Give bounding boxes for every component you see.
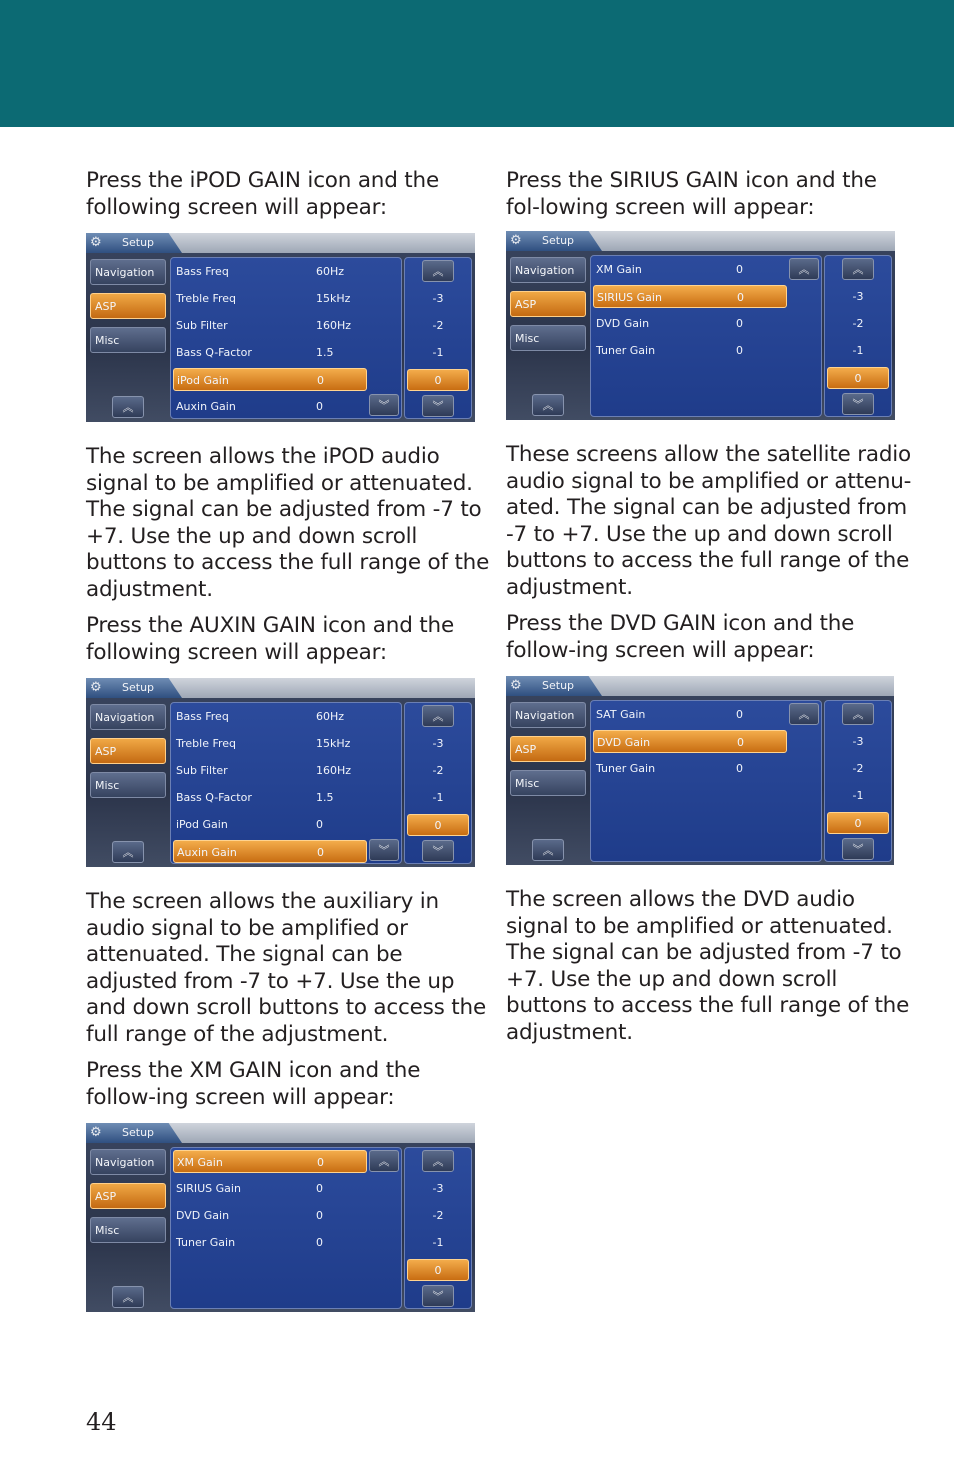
chevron-up-icon: ︽ [798,708,810,721]
menu-navigation-button[interactable]: Navigation [90,259,166,285]
settings-list [170,257,402,419]
list-item[interactable]: Bass Q-Factor 1.5 [176,346,334,359]
value-panel [404,1147,472,1309]
value-scroll-up-button[interactable] [422,260,454,282]
page-number: 44 [86,1408,117,1436]
value-item[interactable]: -2 [432,319,444,332]
chevron-down-icon: ︾ [378,399,390,412]
list-scroll-up-button[interactable] [789,703,819,725]
list-item-selected[interactable]: XM Gain 0 [173,1150,367,1173]
list-item[interactable]: SAT Gain 0 [596,708,743,721]
paragraph: These screens allow the satellite radio audio signal to be amplified or attenu-ated. The signal can be adjusted from -7 to +7. Use the up and down scroll buttons to access the full range of the adjustment. [506,442,912,600]
list-item[interactable]: Bass Freq 60Hz [176,710,345,723]
list-item[interactable]: Sub Filter 160Hz [176,764,352,777]
value-scroll-up-button[interactable] [842,258,874,280]
settings-list [590,700,822,862]
settings-list [170,1147,402,1309]
chevron-up-icon: ︽ [432,265,444,278]
list-scroll-down-button[interactable] [369,394,399,416]
list-item[interactable]: Bass Q-Factor 1.5 [176,791,334,804]
dvd-gain-screenshot [506,676,894,865]
screen-title: Setup [542,234,575,247]
value-item[interactable]: -2 [852,762,864,775]
value-item[interactable]: -1 [852,789,864,802]
list-item-selected[interactable]: DVD Gain 0 [593,730,787,753]
chevron-up-icon: ︽ [798,263,810,276]
paragraph: Press the SIRIUS GAIN icon and the fol-lowing screen will appear: [506,168,877,220]
menu-misc-button[interactable]: Misc [510,325,586,351]
paragraph: The screen allows the auxiliary in audio signal to be amplified or attenuated. The signal can be adjusted from -7 to +7. Use the up and down scroll buttons to access the full range of the adjustment. [86,889,486,1047]
list-item-selected[interactable]: Auxin Gain 0 [173,840,367,863]
value-item[interactable]: -3 [432,292,444,305]
left-column [86,168,492,1334]
chevron-up-icon: ︽ [122,1291,134,1304]
menu-scroll-up-button[interactable] [532,839,564,861]
auxin-gain-screenshot [86,678,475,867]
value-item[interactable]: -2 [432,1209,444,1222]
menu-scroll-up-button[interactable] [112,841,144,863]
gear-icon: ⚙ [90,680,102,695]
title-bar [506,231,895,251]
list-item[interactable]: Auxin Gain 0 [176,400,323,413]
value-item-selected[interactable]: 0 [827,812,889,834]
chevron-down-icon: ︾ [432,1290,444,1303]
title-bar [86,1123,475,1143]
menu-scroll-up-button[interactable] [532,394,564,416]
menu-misc-button[interactable]: Misc [90,1217,166,1243]
paragraph: The screen allows the DVD audio signal to be amplified or attenuated. The signal can be adjusted from -7 to +7. Use the up and down scroll buttons to access the full range of the adjustment. [506,887,910,1045]
value-item[interactable]: -3 [432,737,444,750]
value-item[interactable]: -1 [432,1236,444,1249]
ipod-gain-screenshot [86,233,475,422]
menu-asp-button[interactable]: ASP [90,1183,166,1209]
value-item-selected[interactable]: 0 [407,814,469,836]
chevron-down-icon: ︾ [378,844,390,857]
paragraph: Press the XM GAIN icon and the follow-ing screen will appear: [86,1058,421,1110]
value-scroll-up-button[interactable] [842,703,874,725]
value-scroll-down-button[interactable] [842,838,874,860]
screen-title: Setup [122,236,155,249]
menu-navigation-button[interactable]: Navigation [510,702,586,728]
gear-icon: ⚙ [510,678,522,693]
value-item[interactable]: -2 [852,317,864,330]
chevron-up-icon: ︽ [852,263,864,276]
sirius-gain-screenshot [506,231,895,420]
value-scroll-down-button[interactable] [422,1285,454,1307]
list-item[interactable]: XM Gain 0 [596,263,743,276]
list-item[interactable]: SIRIUS Gain 0 [176,1182,323,1195]
value-item[interactable]: -3 [852,735,864,748]
list-item[interactable]: Tuner Gain 0 [176,1236,323,1249]
list-scroll-down-button[interactable] [369,839,399,861]
list-item[interactable]: Bass Freq 60Hz [176,265,345,278]
menu-asp-button[interactable]: ASP [90,738,166,764]
value-panel [824,255,892,417]
list-item[interactable]: iPod Gain 0 [176,818,323,831]
menu-scroll-up-button[interactable] [112,1286,144,1308]
chevron-up-icon: ︽ [852,708,864,721]
chevron-up-icon: ︽ [122,401,134,414]
chevron-up-icon: ︽ [378,1155,390,1168]
menu-navigation-button[interactable]: Navigation [90,1149,166,1175]
screen-title: Setup [122,1126,155,1139]
chevron-up-icon: ︽ [542,399,554,412]
paragraph: The screen allows the iPOD audio signal to be amplified or attenuated. The signal can be adjusted from -7 to +7. Use the up and down scroll buttons to access the full range of the adjustment. [86,444,490,602]
menu-misc-button[interactable]: Misc [90,327,166,353]
screen-title: Setup [122,681,155,694]
title-bar [86,678,475,698]
list-item[interactable]: Treble Freq 15kHz [176,292,351,305]
title-bar [86,233,475,253]
chevron-up-icon: ︽ [122,846,134,859]
value-item[interactable]: -1 [852,344,864,357]
menu-asp-button[interactable]: ASP [90,293,166,319]
value-scroll-up-button[interactable] [422,1150,454,1172]
list-item-selected[interactable]: iPod Gain 0 [173,368,367,391]
list-item-selected[interactable]: SIRIUS Gain 0 [593,285,787,308]
list-scroll-up-button[interactable] [369,1150,399,1172]
value-item[interactable]: -1 [432,346,444,359]
menu-navigation-button[interactable]: Navigation [510,257,586,283]
value-item[interactable]: -1 [432,791,444,804]
value-panel [824,700,892,862]
paragraph: Press the iPOD GAIN icon and the following screen will appear: [86,168,439,220]
menu-navigation-button[interactable]: Navigation [90,704,166,730]
list-item[interactable]: Tuner Gain 0 [596,762,743,775]
value-scroll-down-button[interactable] [422,395,454,417]
gear-icon: ⚙ [510,233,522,248]
value-item[interactable]: -2 [432,764,444,777]
settings-list [170,702,402,864]
list-item[interactable]: Treble Freq 15kHz [176,737,351,750]
menu-scroll-up-button[interactable] [112,396,144,418]
value-panel [404,702,472,864]
screen-title: Setup [542,679,575,692]
chevron-up-icon: ︽ [542,844,554,857]
menu-misc-button[interactable]: Misc [90,772,166,798]
paragraph: Press the DVD GAIN icon and the follow-ing screen will appear: [506,611,855,663]
value-item-selected[interactable]: 0 [407,1259,469,1281]
value-scroll-down-button[interactable] [842,393,874,415]
value-scroll-up-button[interactable] [422,705,454,727]
gear-icon: ⚙ [90,235,102,250]
title-bar [506,676,894,696]
chevron-down-icon: ︾ [432,845,444,858]
right-column [506,168,912,1056]
menu-asp-button[interactable]: ASP [510,291,586,317]
value-item-selected[interactable]: 0 [407,369,469,391]
chevron-up-icon: ︽ [432,1155,444,1168]
value-item[interactable]: -3 [852,290,864,303]
list-item[interactable]: Sub Filter 160Hz [176,319,352,332]
menu-misc-button[interactable]: Misc [510,770,586,796]
value-scroll-down-button[interactable] [422,840,454,862]
xm-gain-screenshot [86,1123,475,1312]
chevron-down-icon: ︾ [852,398,864,411]
chevron-down-icon: ︾ [432,400,444,413]
list-item[interactable]: Tuner Gain 0 [596,344,743,357]
value-item-selected[interactable]: 0 [827,367,889,389]
value-item[interactable]: -3 [432,1182,444,1195]
list-scroll-up-button[interactable] [789,258,819,280]
menu-asp-button[interactable]: ASP [510,736,586,762]
chevron-up-icon: ︽ [432,710,444,723]
chevron-down-icon: ︾ [852,843,864,856]
value-panel [404,257,472,419]
list-item[interactable]: DVD Gain 0 [596,317,743,330]
gear-icon: ⚙ [90,1125,102,1140]
paragraph: Press the AUXIN GAIN icon and the following screen will appear: [86,613,454,665]
list-item[interactable]: DVD Gain 0 [176,1209,323,1222]
settings-list [590,255,822,417]
header-banner [0,0,954,127]
